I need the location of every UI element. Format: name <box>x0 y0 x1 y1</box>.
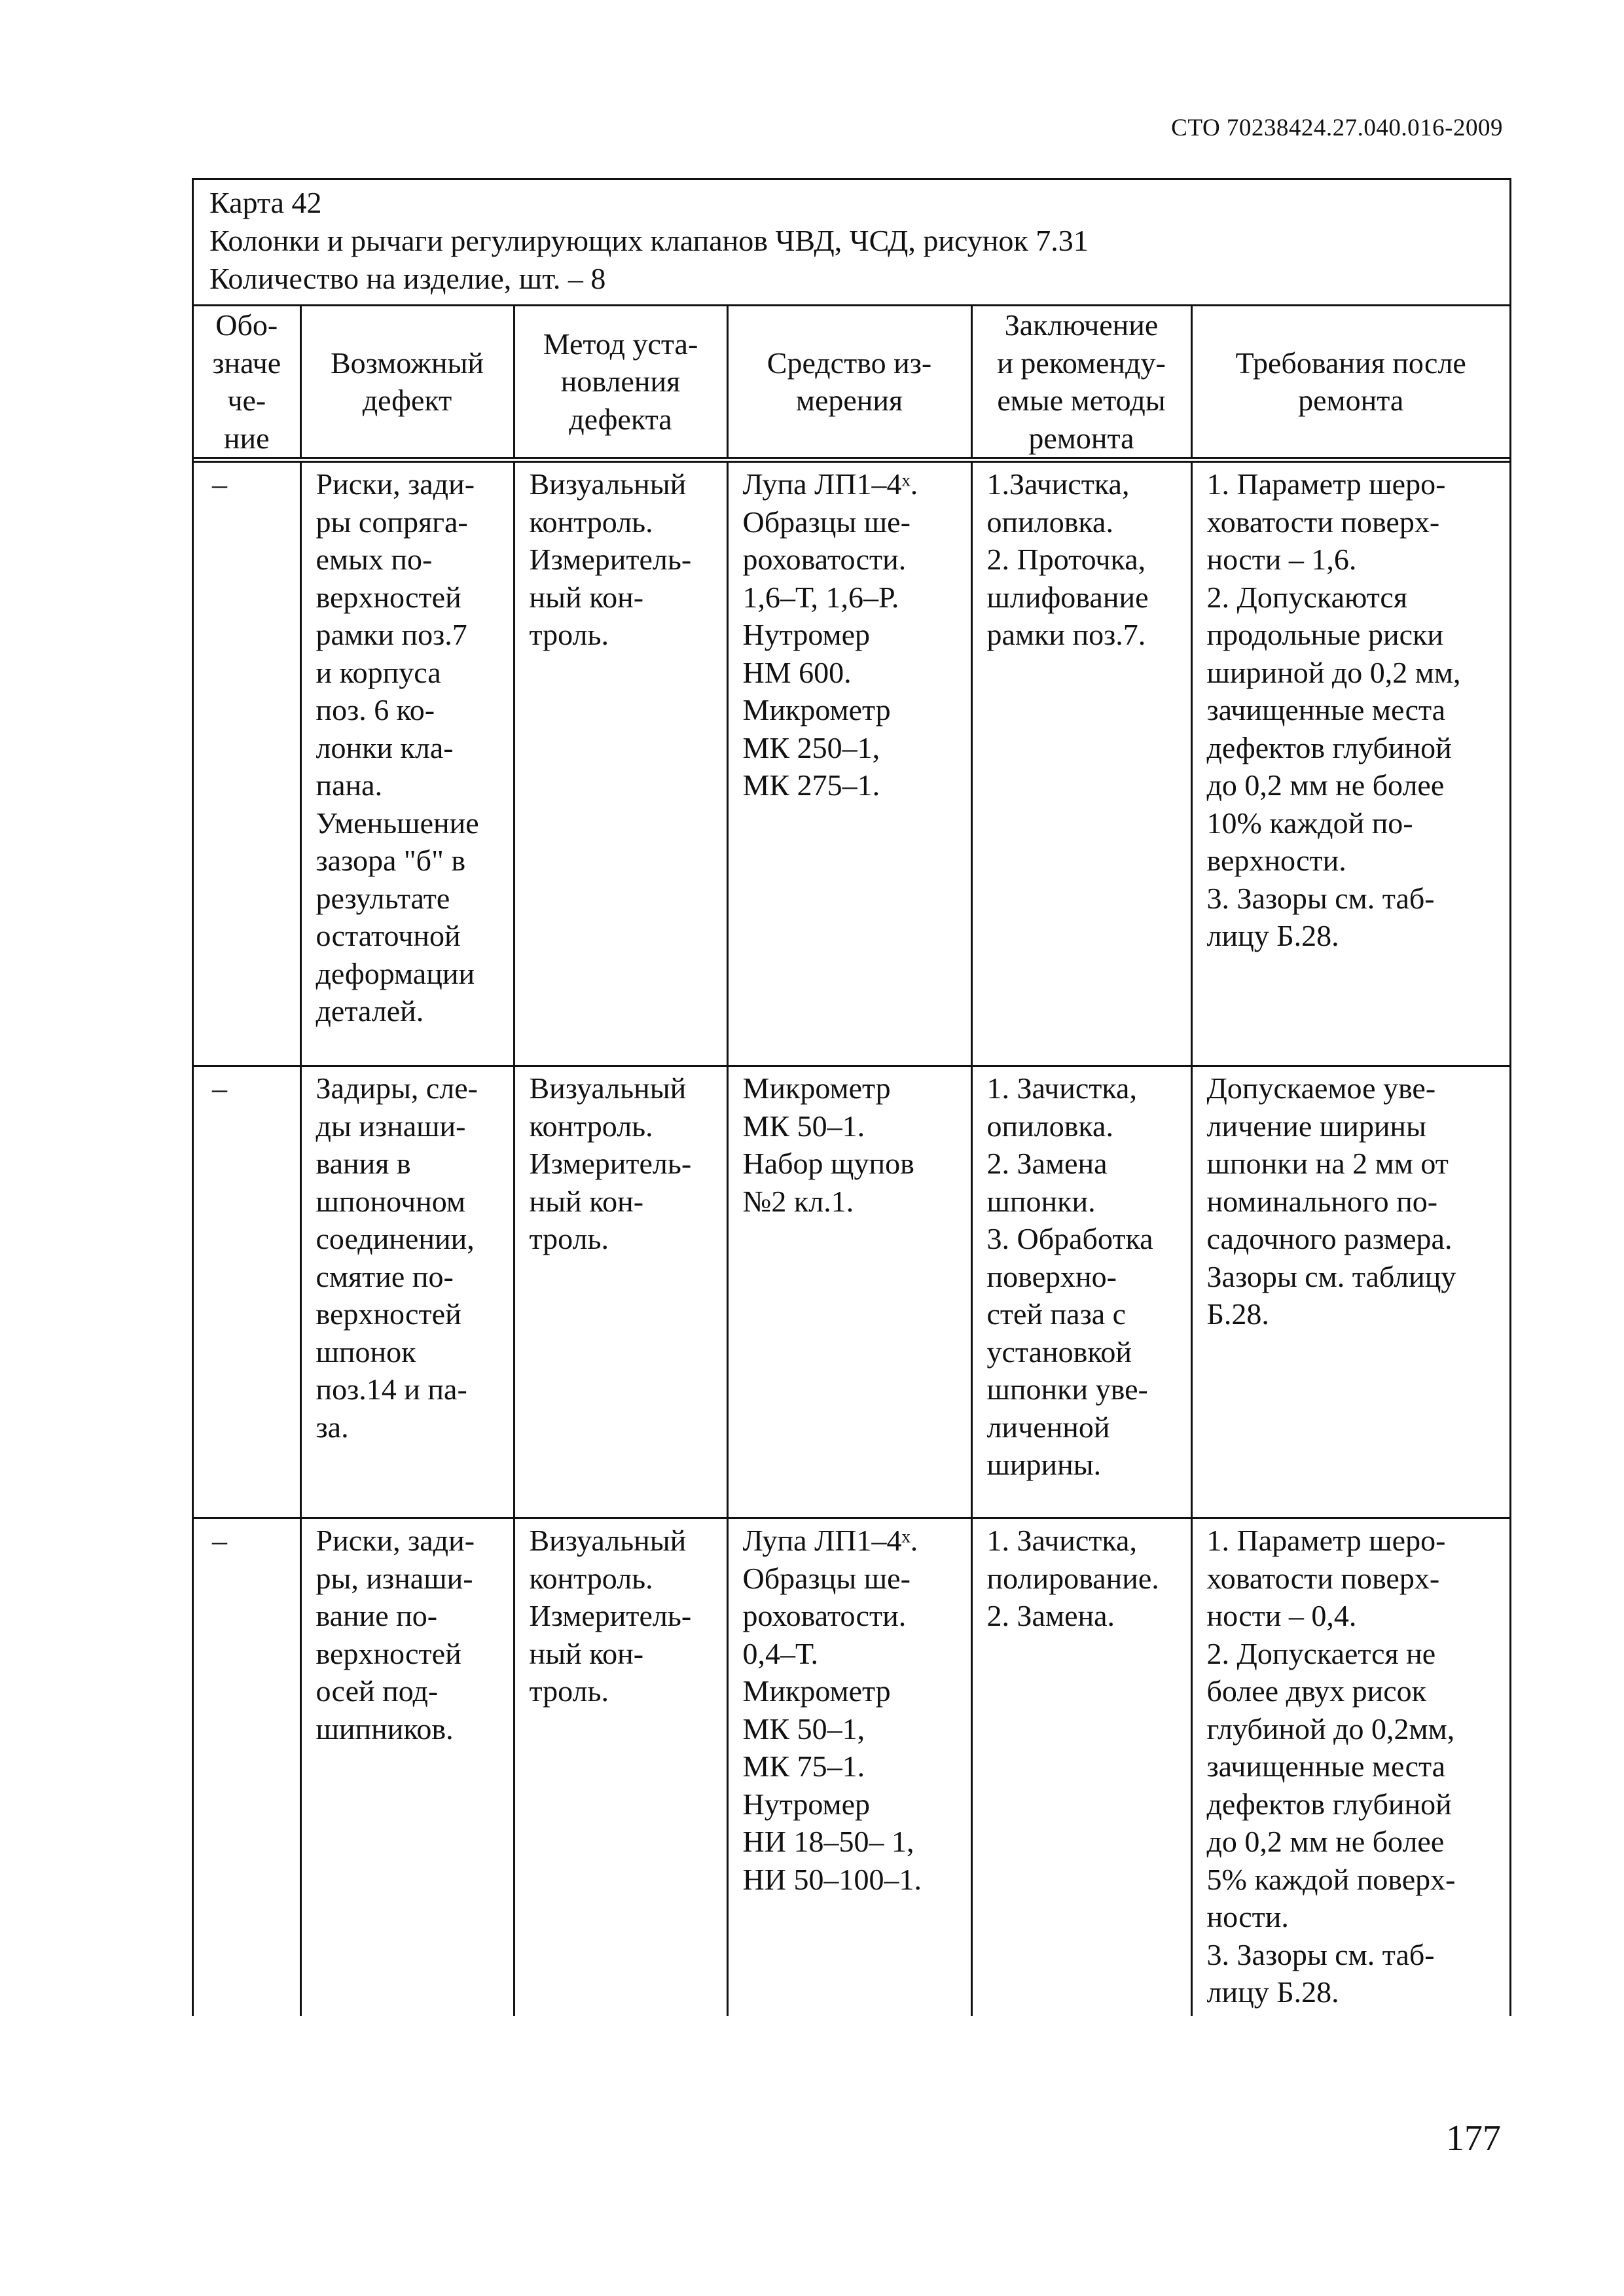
column-header-method: Метод уста- новления дефекта <box>514 306 727 460</box>
cell-designation: – <box>194 1066 300 1518</box>
card-title: Колонки и рычаги регулирующих клапанов ЧВД, ЧСД, рисунок 7.31 <box>209 224 1089 257</box>
column-header-defect: Возможный дефект <box>300 306 514 460</box>
defect-table <box>194 306 1509 2016</box>
column-header-conclusion: Заключение и рекоменду- емые методы ремонта <box>971 306 1191 460</box>
cell-conclusion: 1. Зачистка, опиловка. 2. Замена шпонки. 3. Обработка поверхно- стей паза с установкой шпонки уве- личенной ширины. <box>971 1066 1191 1518</box>
page-number: 177 <box>1446 2118 1501 2159</box>
cell-method: Визуальный контроль. Измеритель- ный кон- троль. <box>514 460 727 1066</box>
cell-defect: Риски, зади- ры, изнаши- вание по- верхностей осей под- шипников. <box>300 1518 514 2017</box>
card-number: Карта 42 <box>209 186 322 219</box>
cell-requirements: Допускаемое уве- личение ширины шпонки на 2 мм от номинального по- садочного размера. Зазоры см. таблицу Б.28. <box>1191 1066 1509 1518</box>
table-row <box>194 1518 1509 2017</box>
card-header <box>194 180 1509 306</box>
cell-requirements: 1. Параметр шеро- ховатости поверх- ности – 1,6. 2. Допускаются продольные риски шириной до 0,2 мм, зачищенные места дефектов глубиной до 0,2 мм не более 10% каждой по- верхности. 3. Зазоры см. таб- лицу Б.28. <box>1191 460 1509 1066</box>
cell-method: Визуальный контроль. Измеритель- ный кон- троль. <box>514 1066 727 1518</box>
document-code: СТО 70238424.27.040.016-2009 <box>1171 115 1503 141</box>
cell-designation: – <box>194 460 300 1066</box>
column-header-designation: Обо- значе че- ние <box>194 306 300 460</box>
cell-designation: – <box>194 1518 300 2017</box>
cell-tool: Лупа ЛП1–4ˣ. Образцы ше- роховатости. 1,6–Т, 1,6–Р. Нутромер НМ 600. Микрометр МК 250–1, МК 275–1. <box>727 460 971 1066</box>
column-header-requirements: Требования после ремонта <box>1191 306 1509 460</box>
cell-tool: Лупа ЛП1–4ˣ. Образцы ше- роховатости. 0,4–Т. Микрометр МК 50–1, МК 75–1. Нутромер НИ 18–50– 1, НИ 50–100–1. <box>727 1518 971 2017</box>
table-row <box>194 460 1509 1066</box>
cell-method: Визуальный контроль. Измеритель- ный кон- троль. <box>514 1518 727 2017</box>
cell-tool: Микрометр МК 50–1. Набор щупов №2 кл.1. <box>727 1066 971 1518</box>
cell-defect: Задиры, сле- ды изнаши- вания в шпоночном соединении, смятие по- верхностей шпонок поз.14 и па- за. <box>300 1066 514 1518</box>
cell-conclusion: 1. Зачистка, полирование. 2. Замена. <box>971 1518 1191 2017</box>
table-header-row <box>194 306 1509 460</box>
cell-requirements: 1. Параметр шеро- ховатости поверх- ности – 0,4. 2. Допускается не более двух рисок глубиной до 0,2мм, зачищенные места дефектов глубиной до 0,2 мм не более 5% каждой поверх- ности. 3. Зазоры см. таб- лицу Б.28. <box>1191 1518 1509 2017</box>
cell-conclusion: 1.Зачистка, опиловка. 2. Проточка, шлифование рамки поз.7. <box>971 460 1191 1066</box>
cell-defect: Риски, зади- ры сопряга- емых по- верхностей рамки поз.7 и корпуса поз. 6 ко- лонки кла- пана. Уменьшение зазора "б" в результате остаточной деформации деталей. <box>300 460 514 1066</box>
table-row <box>194 1066 1509 1518</box>
defect-card <box>192 178 1511 2016</box>
card-quantity: Количество на изделие, шт. – 8 <box>209 262 606 295</box>
column-header-tool: Средство из- мерения <box>727 306 971 460</box>
